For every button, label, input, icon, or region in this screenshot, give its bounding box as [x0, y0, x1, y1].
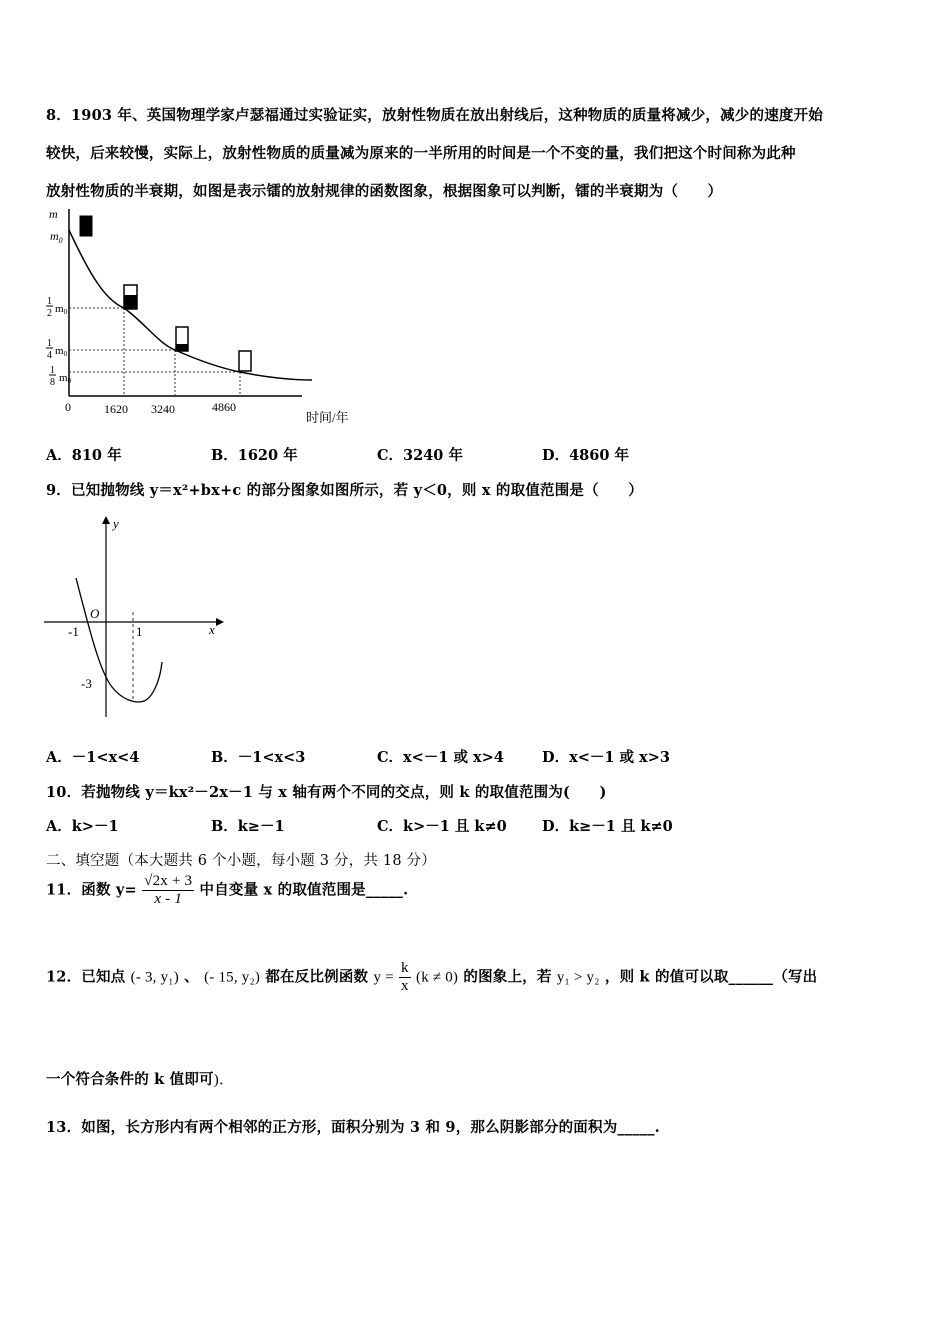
q10-option-d[interactable]: D．k≥－1 且 k≠0 — [542, 818, 673, 835]
q12-point-2: (- 15, y₂) — [204, 969, 261, 986]
origin-label: O — [90, 606, 100, 621]
q12-fn-fraction — [399, 960, 411, 995]
q9-option-a[interactable]: A．－1<x<4 — [46, 749, 140, 766]
q9-option-d[interactable]: D．x<－1 或 x>3 — [542, 749, 670, 766]
svg-text:m0: m0 — [59, 372, 72, 385]
y-tick-quarter — [46, 338, 68, 361]
y-neg-label: -3 — [81, 676, 92, 691]
q10-option-c[interactable]: C．k>－1 且 k≠0 — [377, 818, 507, 835]
q10-option-b[interactable]: B．k≥－1 — [211, 818, 285, 835]
x-tick-0: 0 — [65, 400, 71, 414]
x-neg-label: -1 — [68, 624, 79, 639]
y-tick-half — [46, 296, 68, 319]
q12-line2 — [46, 1068, 234, 1089]
x-tick-3240: 3240 — [151, 402, 175, 416]
q12-line2-end: )． — [213, 1072, 235, 1088]
x-axis-label: 时间/年 — [306, 410, 349, 425]
q12-sep: 、 — [184, 968, 199, 986]
q12-mid2: 的图象上，若 — [463, 968, 552, 986]
svg-text:1: 1 — [47, 296, 52, 307]
q12-suffix: ，则 k 的值可以取______（写出 — [604, 968, 818, 986]
q12-fn-num: k — [401, 960, 409, 976]
x-label: x — [209, 622, 215, 637]
svg-text:8: 8 — [50, 377, 55, 388]
decay-curve — [69, 230, 312, 380]
q8-stem-line1: 8．1903 年、英国物理学家卢瑟福通过实验证实，放射性物质在放出射线后，这种物质的质量将减少，减少的速度开始 — [46, 107, 823, 124]
y-axis-label: m — [49, 207, 58, 221]
q13-stem: 13．如图，长方形内有两个相邻的正方形，面积分别为 3 和 9，那么阴影部分的面积为_____. — [46, 1119, 660, 1136]
q11-suffix: 中自变量 x 的取值范围是_____. — [199, 881, 409, 899]
svg-text:2: 2 — [47, 308, 52, 319]
y-label: y — [113, 516, 119, 531]
q12-ineq: y₁ > y₂ — [556, 969, 600, 986]
q9-parabola-graph — [40, 512, 230, 727]
q9-stem: 9．已知抛物线 y＝x²+bx+c 的部分图象如图所示，若 y＜0，则 x 的取值范围是（ ） — [46, 482, 643, 499]
x-tick-1620: 1620 — [104, 402, 128, 416]
svg-text:1: 1 — [50, 365, 55, 376]
svg-text:m0: m0 — [55, 303, 68, 316]
q12-fn-cond: (k ≠ 0) — [416, 969, 459, 986]
q9-option-c[interactable]: C．x<－1 或 x>4 — [377, 749, 504, 766]
q11-fraction — [142, 873, 194, 908]
q11-prefix: 11．函数 y= — [46, 881, 137, 899]
q10-option-a[interactable]: A．k>－1 — [46, 818, 119, 835]
q8-option-c[interactable]: C．3240 年 — [377, 447, 463, 464]
q9-option-b[interactable]: B．－1<x<3 — [211, 749, 306, 766]
q12-point-1: (- 3, y₁) — [130, 969, 179, 986]
q8-decay-chart — [40, 205, 380, 430]
svg-text:4: 4 — [47, 350, 52, 361]
x-tick-4860: 4860 — [212, 400, 236, 414]
y-tick-m0: $m_0$ — [50, 229, 63, 245]
q8-stem-line3: 放射性物质的半衰期，如图是表示镭的放射规律的函数图象，根据图象可以判断，镭的半衰期为（ ） — [46, 183, 723, 200]
q10-stem: 10．若抛物线 y＝kx²－2x－1 与 x 轴有两个不同的交点，则 k 的取值范围为( ) — [46, 784, 607, 801]
x-pos-label: 1 — [136, 624, 143, 639]
q12-mid: 都在反比例函数 — [265, 968, 369, 986]
y-tick-eighth — [49, 365, 72, 388]
q11 — [46, 873, 408, 908]
q8-option-b[interactable]: B．1620 年 — [211, 447, 298, 464]
q8-option-d[interactable]: D．4860 年 — [542, 447, 629, 464]
q11-denominator: x - 1 — [154, 891, 183, 907]
q8-stem-line2: 较快，后来较慢，实际上，放射性物质的质量减为原来的一半所用的时间是一个不变的量，我们把这个时间称为此种 — [46, 145, 796, 162]
q8-option-a[interactable]: A．810 年 — [46, 447, 122, 464]
q11-numerator: √2x + 3 — [144, 873, 193, 889]
q12-line2-text: 一个符合条件的 k 值即可 — [46, 1071, 214, 1088]
section-2-heading: 二、填空题（本大题共 6 个小题，每小题 3 分，共 18 分） — [46, 853, 436, 869]
q12 — [46, 960, 817, 995]
q12-fn-den: x — [401, 978, 409, 994]
svg-text:m0: m0 — [55, 345, 68, 358]
q12-fn-lhs: y = — [373, 969, 394, 986]
q12-prefix: 12．已知点 — [46, 968, 126, 986]
svg-text:1: 1 — [47, 338, 52, 349]
